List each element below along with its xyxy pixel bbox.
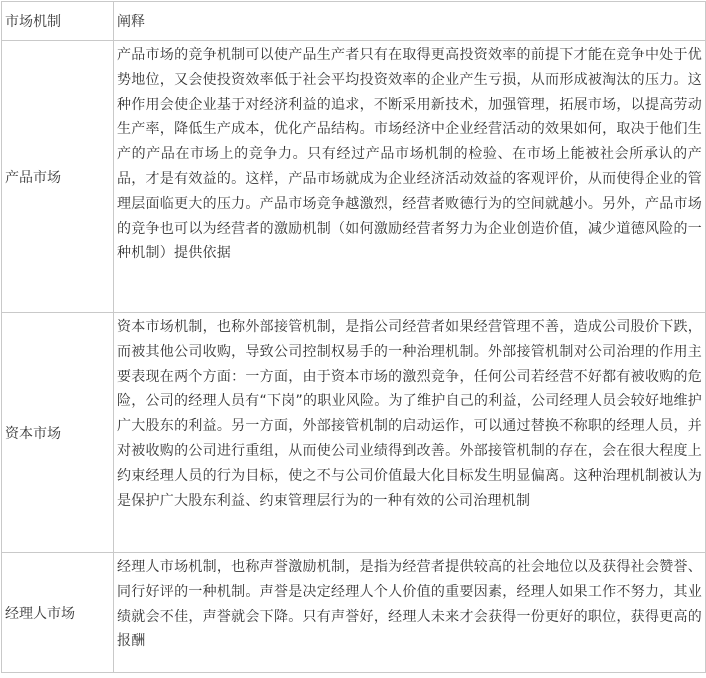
table-row: [2, 41, 706, 313]
table-header-row: [2, 2, 706, 41]
table-row: [2, 313, 706, 553]
market-name-cell: 资本市场: [2, 313, 114, 553]
header-explanation: 阐释: [114, 2, 706, 41]
explanation-cell: 资本市场机制，也称外部接管机制，是指公司经营者如果经营管理不善，造成公司股价下跌，而被其他公司收购，导致公司控制权易手的一种治理机制。外部接管机制对公司治理的作用主要表现在两个方面：一方面，由于资本市场的激烈竞争，任何公司若经营不好都有被收购的危险，公司的经理人员有“下岗”的职业风险。为了维护自己的利益，公司经理人员会较好地维护广大股东的利益。另一方面，外部接管机制的启动运作，可以通过替换不称职的经理人员，并对被收购的公司进行重组，从而使公司业绩得到改善。外部接管机制的存在，会在很大程度上约束经理人员的行为目标，使之不与公司价值最大化目标发生明显偏离。这种治理机制被认为是保护广大股东利益、约束管理层行为的一种有效的公司治理机制: [114, 313, 706, 553]
market-name-cell: 产品市场: [2, 41, 114, 313]
table-row: [2, 553, 706, 673]
market-mechanism-table: [1, 1, 706, 673]
market-name-cell: 经理人市场: [2, 553, 114, 673]
explanation-cell: 经理人市场机制，也称声誉激励机制，是指为经营者提供较高的社会地位以及获得社会赞誉、同行好评的一种机制。声誉是决定经理人个人价值的重要因素，经理人如果工作不努力，其业绩就会不佳，声誉就会下降。只有声誉好，经理人未来才会获得一份更好的职位，获得更高的报酬: [114, 553, 706, 673]
header-market-mechanism: 市场机制: [2, 2, 114, 41]
explanation-cell: 产品市场的竞争机制可以使产品生产者只有在取得更高投资效率的前提下才能在竞争中处于优势地位，又会使投资效率低于社会平均投资效率的企业产生亏损，从而形成被淘汰的压力。这种作用会使企业基于对经济利益的追求，不断采用新技术，加强管理，拓展市场，以提高劳动生产率，降低生产成本，优化产品结构。市场经济中企业经营活动的效果如何，取决于他们生产的产品在市场上的竞争力。只有经过产品市场机制的检验、在市场上能被社会所承认的产品，才是有效益的。这样，产品市场就成为企业经济活动效益的客观评价，从而使得企业的管理层面临更大的压力。产品市场竞争越激烈，经营者败德行为的空间就越小。另外，产品市场的竞争也可以为经营者的激励机制（如何激励经营者努力为企业创造价值，减少道德风险的一种机制）提供依据: [114, 41, 706, 313]
